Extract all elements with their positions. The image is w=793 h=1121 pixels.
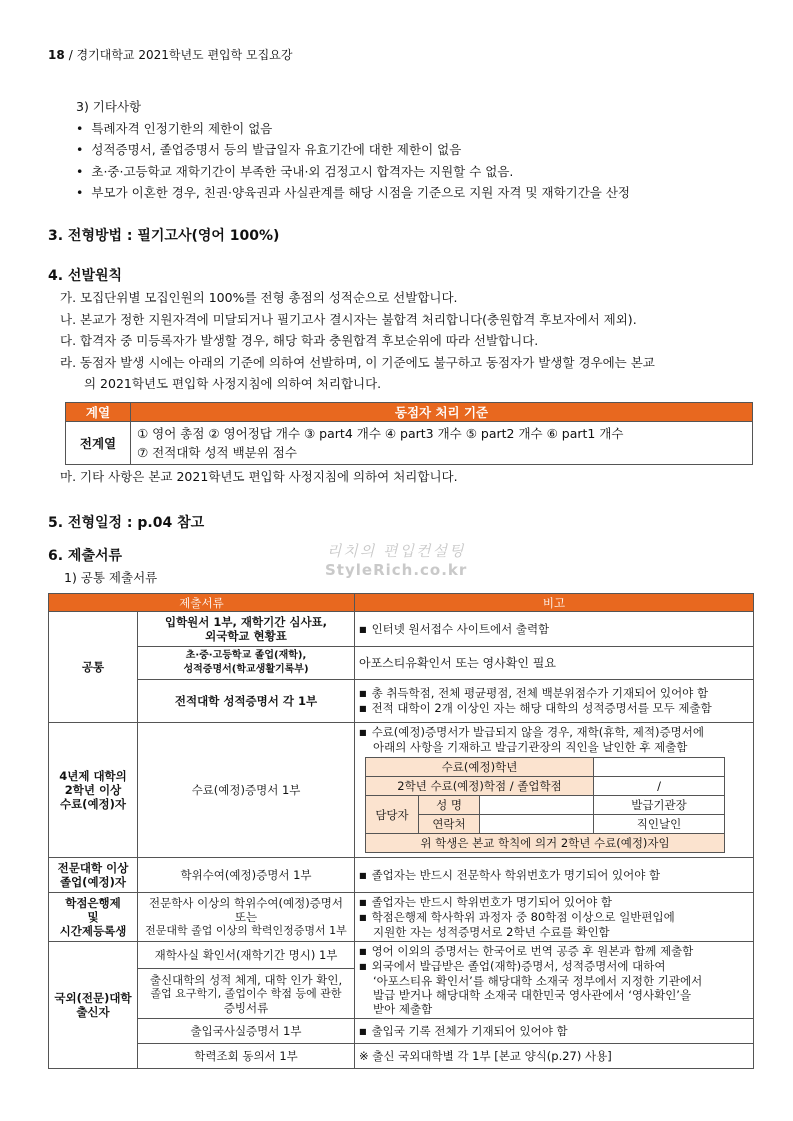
- doc-line: 초·중·고등학교 졸업(재학),: [185, 650, 307, 661]
- note-cell: [355, 1019, 754, 1044]
- note-line: ‘아포스티유 확인서’를 해당대학 소재국 정부에서 지정한 기관에서: [373, 974, 703, 988]
- note-cell: [355, 612, 754, 647]
- note-line: 아래의 사항을 기재하고 발급기관장의 직인을 날인한 후 제출함: [373, 740, 688, 754]
- misc-item: • 특례자격 인정기한의 제한이 없음: [48, 118, 748, 140]
- doc-cell: [138, 969, 355, 1019]
- tie-row-label: 전계열: [66, 422, 131, 465]
- form-value: /: [594, 777, 725, 796]
- tie-break-table: [65, 402, 753, 465]
- category-line: 졸업(예정)자: [59, 875, 127, 889]
- note-cell: [355, 1044, 754, 1069]
- tie-criteria-line: ⑦ 전적대학 성적 백분위 점수: [137, 445, 297, 460]
- tie-criteria-line: ① 영어 총점 ② 영어정답 개수 ③ part4 개수 ④ part3 개수 ⑤ part2 개수 ⑥ part1 개수: [137, 426, 624, 441]
- table-row: [49, 858, 754, 893]
- misc-item: • 초·중·고등학교 재학기간이 부족한 국내·외 검정고시 합격자는 지원할 수 없음.: [48, 161, 748, 183]
- category-line: 수료(예정)자: [59, 797, 127, 811]
- note-line: ■ 인터넷 원서접수 사이트에서 출력함: [359, 622, 549, 636]
- doc-cell: 출입국사실증명서 1부: [138, 1019, 355, 1044]
- table-row: [49, 1044, 754, 1069]
- form-value: [480, 815, 594, 834]
- misc-title: 3) 기타사항: [76, 99, 142, 114]
- form-field: 연락처: [419, 815, 480, 834]
- note-line: 아포스티유확인서 또는 영사확인 필요: [359, 656, 556, 670]
- doc-line: 성적증명서(학교생활기록부): [183, 664, 309, 675]
- form-field: 성 명: [419, 796, 480, 815]
- note-line: 받아 제출함: [373, 1002, 433, 1016]
- note-line: ■ 출입국 기록 전체가 기재되어 있어야 함: [359, 1024, 568, 1038]
- doc-cell: 학위수여(예정)증명서 1부: [138, 858, 355, 893]
- misc-item: • 성적증명서, 졸업증명서 등의 발급일자 유효기간에 대한 제한이 없음: [48, 139, 748, 161]
- sec4-ma: 마. 기타 사항은 본교 2021학년도 편입학 사정지침에 의하여 처리합니다.: [60, 469, 458, 484]
- category-line: 국외(전문)대학: [54, 991, 132, 1005]
- table-row: [49, 893, 754, 942]
- doc-line: 외국학교 현황표: [205, 629, 287, 643]
- doc-cell: [138, 612, 355, 647]
- tie-col-header: 계열: [66, 403, 131, 422]
- form-value: [594, 758, 725, 777]
- watermark-url: StyleRich.co.kr: [325, 561, 468, 579]
- tie-col-header: 동점자 처리 기준: [131, 403, 753, 422]
- sec4-na: 나. 본교가 정한 지원자격에 미달되거나 필기고사 결시자는 불합격 처리합니다(충원합격 후보자에서 제외).: [60, 311, 637, 327]
- doc-line: 전문대학 졸업 이상의 학력인정증명서 1부: [145, 924, 347, 937]
- category-cell: 공통: [49, 612, 138, 723]
- category-cell: [49, 942, 138, 1069]
- misc-section: [48, 96, 748, 204]
- note-line: ■ 학점은행제 학사학위 과정자 중 80학점 이상으로 일반편입에: [359, 910, 749, 925]
- header-title: / 경기대학교 2021학년도 편입학 모집요강: [68, 48, 293, 62]
- category-line: 출신자: [76, 1005, 110, 1019]
- doc-cell: [138, 893, 355, 942]
- form-statement: 위 학생은 본교 학칙에 의거 2학년 수료(예정)자임: [366, 834, 725, 853]
- sec4-ga: 가. 모집단위별 모집인원의 100%를 전형 총점의 성적순으로 선발합니다.: [60, 290, 458, 305]
- doc-line: 전문학사 이상의 학위수여(예정)증명서: [148, 896, 344, 910]
- doc-line: 출신대학의 성적 체계, 대학 인가 확인,: [149, 972, 343, 987]
- watermark: [325, 540, 467, 579]
- note-line: 지원한 자는 성적증명서로 2학년 수료를 확인함: [373, 925, 610, 939]
- doc-line: 또는: [234, 910, 258, 924]
- doc-cell: 전적대학 성적증명서 각 1부: [138, 680, 355, 723]
- form-field: 수료(예정)학년: [366, 758, 594, 777]
- category-line: 2학년 이상: [64, 783, 122, 797]
- doc-line: 졸업 요구학기, 졸업이수 학점 등에 관한: [150, 986, 342, 1000]
- sec4-ra-cont: 의 2021학년도 편입학 사정지침에 의하여 처리합니다.: [84, 376, 382, 391]
- note-line: ※ 출신 국외대학별 각 1부 [본교 양식(p.27) 사용]: [359, 1049, 612, 1063]
- note-cell: [355, 893, 754, 942]
- sec4-ra: 라. 동점자 발생 시에는 아래의 기준에 의하여 선발하며, 이 기준에도 불구하고 동점자가 발생할 경우에는 본교: [60, 354, 655, 370]
- form-value: 직인날인: [594, 815, 725, 834]
- note-line: ■ 전적 대학이 2개 이상인 자는 해당 대학의 성적증명서를 모두 제출함: [359, 701, 749, 716]
- note-line: ■ 외국에서 발급받은 졸업(재학)증명서, 성적증명서에 대하여: [359, 959, 749, 974]
- form-value: [480, 796, 594, 815]
- note-line: ■ 총 취득학점, 전체 평균평점, 전체 백분위점수가 기재되어 있어야 함: [359, 686, 749, 701]
- completion-form: [365, 757, 725, 853]
- tie-criteria: [131, 422, 753, 465]
- sec5-title: 5. 전형일정 : p.04 참고: [48, 515, 205, 531]
- note-cell: [355, 942, 754, 1019]
- doc-cell: [138, 647, 355, 680]
- docs-col-header: 비고: [355, 594, 754, 612]
- table-row: [49, 680, 754, 723]
- sec6-subtitle: 1) 공통 제출서류: [64, 570, 158, 585]
- page-number: 18: [48, 48, 65, 62]
- category-line: 전문대학 이상: [57, 861, 129, 875]
- note-cell: [355, 680, 754, 723]
- category-cell: [49, 893, 138, 942]
- table-row: [49, 942, 754, 969]
- watermark-text: 리치의 편입컨설팅: [326, 542, 466, 560]
- page-header: [48, 46, 292, 63]
- note-line: ■ 영어 이외의 증명서는 한국어로 번역 공증 후 원본과 함께 제출함: [359, 944, 749, 959]
- note-cell: [355, 858, 754, 893]
- form-field: 2학년 수료(예정)학점 / 졸업학점: [366, 777, 594, 796]
- table-row: [49, 612, 754, 647]
- sec4-title: 4. 선발원칙: [48, 268, 123, 284]
- doc-cell: 수료(예정)증명서 1부: [138, 723, 355, 858]
- sec6-title: 6. 제출서류: [48, 548, 123, 564]
- note-line: ■ 수료(예정)증명서가 발급되지 않을 경우, 재학(휴학, 제적)증명서에: [359, 725, 749, 740]
- doc-line: 입학원서 1부, 재학기간 심사표,: [164, 615, 328, 629]
- misc-item: • 부모가 이혼한 경우, 친권·양육권과 사실관계를 해당 시점을 기준으로 지원 자격 및 재학기간을 산정: [48, 182, 748, 204]
- note-line: ■ 졸업자는 반드시 학위번호가 명기되어 있어야 함: [359, 895, 749, 910]
- category-line: 및: [87, 910, 99, 924]
- doc-line: 증빙서류: [223, 1000, 269, 1015]
- form-value: 발급기관장: [594, 796, 725, 815]
- table-row: [49, 647, 754, 680]
- table-row: [49, 723, 754, 858]
- docs-col-header: 제출서류: [49, 594, 355, 612]
- note-cell: [355, 723, 754, 858]
- sec3-title: 3. 전형방법 : 필기고사(영어 100%): [48, 228, 280, 244]
- note-line: 발급 받거나 해당대학 소재국 대한민국 영사관에서 ‘영사확인’을: [373, 988, 692, 1002]
- doc-cell: 학력조회 동의서 1부: [138, 1044, 355, 1069]
- category-cell: [49, 858, 138, 893]
- sec4-da: 다. 합격자 중 미등록자가 발생할 경우, 해당 학과 충원합격 후보순위에 따라 선발합니다.: [60, 333, 539, 348]
- category-line: 4년제 대학의: [59, 769, 127, 783]
- table-row: [49, 1019, 754, 1044]
- category-cell: [49, 723, 138, 858]
- note-line: ■ 졸업자는 반드시 전문학사 학위번호가 명기되어 있어야 함: [359, 868, 660, 882]
- form-field: 담당자: [366, 796, 419, 834]
- category-line: 학점은행제: [65, 896, 121, 910]
- sec4-section: [48, 265, 748, 395]
- documents-table: [48, 593, 754, 1069]
- doc-cell: 재학사실 확인서(재학기간 명시) 1부: [138, 942, 355, 969]
- note-cell: [355, 647, 754, 680]
- category-line: 시간제등록생: [59, 924, 127, 938]
